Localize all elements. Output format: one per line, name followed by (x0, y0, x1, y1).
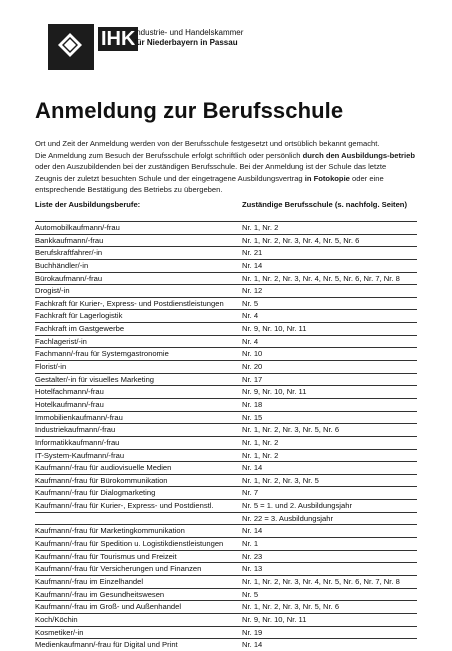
ihk-logo (48, 24, 94, 70)
beruf-name: Fachkraft für Lagerlogistik (35, 311, 123, 321)
berufsschule-numbers: Nr. 19 (242, 627, 263, 637)
berufsschule-numbers: Nr. 12 (242, 286, 263, 296)
berufsschule-numbers: Nr. 18 (242, 399, 263, 409)
beruf-name: Automobilkaufmann/-frau (35, 223, 120, 232)
beruf-name: Kaufmann/-frau für Marketingkommunikation (35, 526, 185, 536)
berufsschule-numbers: Nr. 1, Nr. 2 (242, 223, 279, 232)
beruf-name: Hotelfachmann/-frau (35, 387, 104, 397)
beruf-name: Florist/-in (35, 362, 67, 372)
berufsschule-numbers: Nr. 13 (242, 564, 263, 574)
berufsschule-numbers: Nr. 1, Nr. 2, Nr. 3, Nr. 5, Nr. 6 (242, 425, 340, 435)
berufsschule-numbers: Nr. 9, Nr. 10, Nr. 11 (242, 324, 307, 334)
beruf-name: Drogist/-in (35, 286, 70, 296)
beruf-name: Kosmetiker/-in (35, 627, 84, 637)
table-row (35, 374, 417, 386)
table-row (35, 336, 417, 348)
intro-bold-fotokopie: in Fotokopie (304, 173, 350, 183)
table-row (35, 614, 417, 626)
table-row (35, 298, 417, 310)
page-title: Anmeldung zur Berufsschule (35, 98, 344, 123)
beruf-name: Fachmann/-frau für Systemgastronomie (35, 349, 169, 359)
table-row (35, 627, 417, 639)
intro-bold-ausbildungsbetrieb: durch den Ausbildungs-betrieb (302, 150, 415, 160)
intro-paragraph-2a: Die Anmeldung zum Besuch der Berufsschule erfolgt schriftlich oder persönlich (35, 150, 303, 160)
beruf-name: Medienkaufmann/-frau für Digital und Print (35, 640, 178, 650)
beruf-name: Immobilienkaufmann/-frau (35, 412, 123, 422)
berufsschule-numbers: Nr. 14 (242, 640, 263, 650)
table-row (35, 285, 417, 297)
berufsschule-numbers: Nr. 10 (242, 349, 263, 359)
intro-paragraph-2e: oder eine entsprechende Bestätigung des Betriebs zu übergeben. (35, 173, 384, 195)
table-row (35, 361, 417, 373)
berufsschule-numbers: Nr. 9, Nr. 10, Nr. 11 (242, 614, 307, 624)
table-row (35, 525, 417, 537)
table-row (35, 235, 417, 247)
berufsschule-numbers: Nr. 5 (242, 298, 259, 308)
berufsschule-numbers: Nr. 14 (242, 260, 263, 270)
table-row (35, 310, 417, 322)
table-row (35, 551, 417, 563)
berufsschule-numbers: Nr. 1 (242, 539, 259, 549)
organization-name (134, 28, 243, 48)
beruf-name: Berufskraftfahrer/-in (35, 248, 103, 258)
berufe-table (35, 221, 417, 651)
beruf-name: Kaufmann/-frau für Dialogmarketing (35, 488, 156, 498)
table-row (35, 462, 417, 474)
berufsschule-numbers: Nr. 17 (242, 374, 263, 384)
logo-wordmark: IHK (98, 27, 138, 51)
berufsschule-numbers: Nr. 5 (242, 589, 259, 599)
table-row (35, 424, 417, 436)
berufsschule-numbers: Nr. 1, Nr. 2, Nr. 3, Nr. 5, Nr. 6 (242, 602, 340, 612)
berufsschule-numbers: Nr. 7 (242, 488, 259, 498)
beruf-name: Bankkaufmann/-frau (35, 235, 104, 245)
beruf-name: IT-System-Kaufmann/-frau (35, 450, 125, 460)
table-row (35, 576, 417, 588)
table-row (35, 513, 417, 525)
berufsschule-numbers: Nr. 15 (242, 412, 263, 422)
table-row (35, 273, 417, 285)
beruf-name: Buchhändler/-in (35, 260, 89, 270)
table-row (35, 260, 417, 272)
table-row (35, 323, 417, 335)
beruf-name: Industriekaufmann/-frau (35, 425, 116, 435)
beruf-name: Kaufmann/-frau für Spedition u. Logistikdienstleistungen (35, 539, 224, 549)
ihk-diamond-icon (57, 32, 83, 58)
beruf-name: Gestalter/-in für visuelles Marketing (35, 374, 155, 384)
org-line-1: Industrie- und Handelskammer (134, 28, 244, 37)
berufsschule-numbers: Nr. 1, Nr. 2, Nr. 3, Nr. 4, Nr. 5, Nr. 6, Nr. 7, Nr. 8 (242, 576, 400, 586)
berufsschule-numbers: Nr. 4 (242, 336, 259, 346)
table-row (35, 222, 417, 234)
berufsschule-numbers: Nr. 1, Nr. 2, Nr. 3, Nr. 4, Nr. 5, Nr. 6, Nr. 7, Nr. 8 (242, 273, 400, 283)
berufsschule-numbers: Nr. 1, Nr. 2 (242, 450, 279, 460)
beruf-name: Koch/Köchin (35, 614, 78, 624)
table-row (35, 437, 417, 449)
table-row (35, 450, 417, 462)
beruf-name: Kaufmann/-frau im Gesundheitswesen (35, 589, 165, 599)
table-row (35, 538, 417, 550)
beruf-name: Hotelkaufmann/-frau (35, 399, 104, 409)
table-row (35, 500, 417, 512)
beruf-name: Fachlagerist/-in (35, 336, 87, 346)
berufsschule-numbers: Nr. 14 (242, 526, 263, 536)
berufsschule-numbers: Nr. 21 (242, 248, 263, 258)
berufsschule-numbers: Nr. 1, Nr. 2, Nr. 3, Nr. 4, Nr. 5, Nr. 6 (242, 235, 360, 245)
header-ausbildungsberufe: Liste der Ausbildungsberufe: (35, 200, 141, 209)
intro-paragraph-2c: oder den Auszubildenden bei der zuständigen Berufsschule. Bei der Anmeldung ist der Schule das letzte Zeugnis der zuletzt besuchten Schule und der eingetragene Ausbildungsvertrag (35, 162, 387, 183)
table-row (35, 412, 417, 424)
beruf-name: Kaufmann/-frau für Bürokommunikation (35, 475, 168, 485)
berufsschule-numbers: Nr. 14 (242, 463, 263, 473)
beruf-name: Kaufmann/-frau im Einzelhandel (35, 576, 144, 586)
table-row (35, 386, 417, 398)
table-row (35, 487, 417, 499)
header-berufsschule: Zuständige Berufsschule (s. nachfolg. Seiten) (242, 200, 407, 209)
berufsschule-numbers: Nr. 9, Nr. 10, Nr. 11 (242, 387, 307, 397)
table-row (35, 247, 417, 259)
berufsschule-numbers: Nr. 1, Nr. 2 (242, 437, 279, 447)
beruf-name: Kaufmann/-frau für Versicherungen und Finanzen (35, 564, 202, 574)
table-row (35, 348, 417, 360)
beruf-name: Informatikkaufmann/-frau (35, 437, 120, 447)
berufsschule-numbers: Nr. 4 (242, 311, 259, 321)
table-row (35, 601, 417, 613)
berufsschule-numbers: Nr. 20 (242, 362, 263, 372)
beruf-name: Fachkraft für Kurier-, Express- und Postdienstleistungen (35, 298, 224, 308)
org-line-2: für Niederbayern in Passau (134, 38, 238, 47)
table-row (35, 399, 417, 411)
berufsschule-numbers: Nr. 5 = 1. und 2. Ausbildungsjahr (242, 501, 352, 511)
intro-text (35, 138, 415, 196)
beruf-name: Kaufmann/-frau für Tourismus und Freizeit (35, 551, 177, 561)
beruf-name: Kaufmann/-frau im Groß- und Außenhandel (35, 602, 182, 612)
table-row (35, 563, 417, 575)
beruf-name: Kaufmann/-frau für Kurier-, Express- und Postdienstl. (35, 501, 214, 511)
beruf-name: Kaufmann/-frau für audiovisuelle Medien (35, 463, 172, 473)
beruf-name: Bürokaufmann/-frau (35, 273, 103, 283)
intro-paragraph-1: Ort und Zeit der Anmeldung werden von der Berufsschule festgesetzt und ortsüblich bekannt gemacht. (35, 139, 380, 148)
table-row (35, 639, 417, 651)
table-row (35, 475, 417, 487)
table-row (35, 589, 417, 601)
berufsschule-numbers: Nr. 22 = 3. Ausbildungsjahr (242, 513, 333, 523)
berufsschule-numbers: Nr. 1, Nr. 2, Nr. 3, Nr. 5 (242, 475, 319, 485)
berufsschule-numbers: Nr. 23 (242, 551, 263, 561)
beruf-name: Fachkraft im Gastgewerbe (35, 324, 125, 334)
